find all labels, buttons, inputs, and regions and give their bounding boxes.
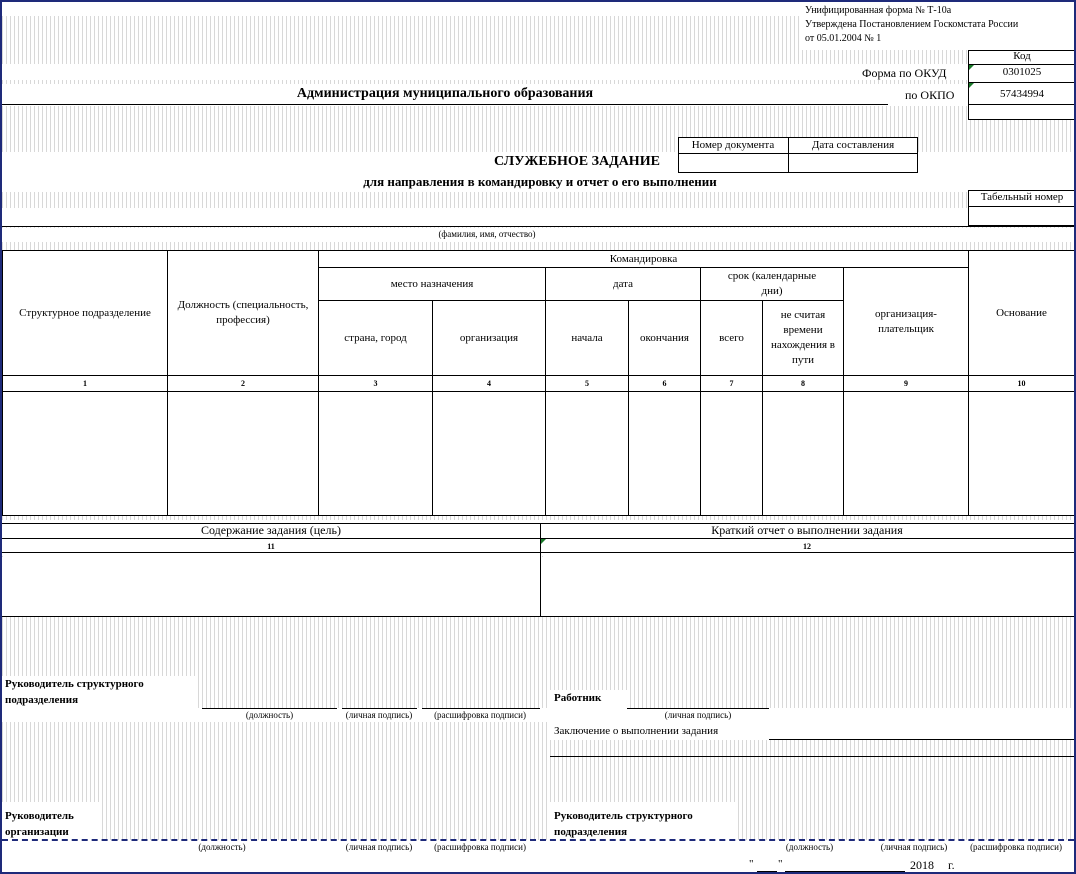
- th-vsego: всего: [701, 301, 763, 376]
- col-num: 5: [546, 376, 629, 392]
- cell-strana[interactable]: [319, 392, 433, 516]
- col-num: 3: [319, 376, 433, 392]
- cell-osnovanie[interactable]: [969, 392, 1075, 516]
- kod-label: Код: [1013, 50, 1031, 62]
- quote-close: ": [778, 858, 783, 870]
- cell-dolzhnost[interactable]: [168, 392, 319, 516]
- approval-line3: от 05.01.2004 № 1: [805, 33, 882, 44]
- cell-okonchaniya[interactable]: [629, 392, 701, 516]
- task-report-field[interactable]: [543, 554, 1073, 616]
- head-org-podpis: (личная подпись): [345, 842, 413, 852]
- conclusion-label: Заключение о выполнении задания: [554, 725, 719, 737]
- head-unit2-label: Руководитель структурного подразделения: [554, 810, 693, 838]
- th-nachala: начала: [546, 301, 629, 376]
- trip-table: [2, 250, 1075, 516]
- podpis-caption: (личная подпись): [345, 710, 413, 720]
- cell-nachala[interactable]: [546, 392, 629, 516]
- th-mesto: место назначения: [319, 268, 546, 301]
- head-org-dolzhnost: (должность): [198, 842, 246, 852]
- col-num: 8: [763, 376, 844, 392]
- doc-number-label: Номер документа: [691, 139, 775, 151]
- doc-date-label: Дата составления: [811, 139, 895, 151]
- okud-label: Форма по ОКУД: [862, 66, 947, 80]
- col-num: 7: [701, 376, 763, 392]
- quote-open: ": [749, 858, 754, 870]
- cell-org[interactable]: [433, 392, 546, 516]
- col-num: 9: [844, 376, 969, 392]
- col-num: 4: [433, 376, 546, 392]
- form-subtitle: для направления в командировку и отчет о его выполнении: [363, 174, 717, 189]
- th-strana: страна, город: [319, 301, 433, 376]
- th-dolzhnost: Должность (специальность, профессия): [168, 251, 319, 376]
- col-num: 1: [3, 376, 168, 392]
- task-content-field[interactable]: [4, 554, 539, 616]
- fio-caption: (фамилия, имя, отчество): [438, 229, 536, 239]
- cell-ne-schitaya[interactable]: [763, 392, 844, 516]
- dolzhnost-caption: (должность): [245, 710, 294, 720]
- task-content-label: Содержание задания (цель): [201, 523, 341, 537]
- col-num: 2: [168, 376, 319, 392]
- col-num: 10: [969, 376, 1075, 392]
- approval-line1: Унифицированная форма № Т-10а: [805, 5, 952, 16]
- th-komandirovka: Командировка: [319, 251, 969, 268]
- head-org-rasshifrovka: (расшифровка подписи): [434, 842, 526, 852]
- worker-podpis-caption: (личная подпись): [664, 710, 732, 720]
- page-break: [2, 839, 1074, 841]
- head-unit2-podpis: (личная подпись): [880, 842, 948, 852]
- th-osnovanie: Основание: [969, 251, 1075, 376]
- task-report-label: Краткий отчет о выполнении задания: [711, 523, 903, 537]
- th-org: организация: [433, 301, 546, 376]
- th-platelshik: организация-плательщик: [844, 268, 969, 376]
- fio-field[interactable]: [2, 208, 968, 226]
- col-num-11: 11: [267, 542, 275, 551]
- cell-vsego[interactable]: [701, 392, 763, 516]
- head-unit-label: Руководитель структурного подразделения: [5, 678, 144, 706]
- okud-value[interactable]: 0301025: [1002, 66, 1042, 78]
- cell-struct[interactable]: [3, 392, 168, 516]
- col-num-12: 12: [803, 542, 811, 551]
- head-org-label: Руководитель организации: [5, 810, 74, 838]
- th-struct: Структурное подразделение: [3, 251, 168, 376]
- tabel-label: Табельный номер: [980, 191, 1064, 203]
- approval-line2: Утверждена Постановлением Госкомстата России: [805, 19, 1019, 30]
- okpo-label: по ОКПО: [905, 88, 955, 102]
- head-unit2-rasshifrovka: (расшифровка подписи): [970, 842, 1062, 852]
- year-value[interactable]: 2018: [910, 858, 934, 872]
- organization-name[interactable]: Администрация муниципального образования: [296, 86, 594, 101]
- head-unit2-dolzhnost: (должность): [785, 842, 834, 852]
- okpo-value[interactable]: 57434994: [1000, 88, 1044, 100]
- th-data: дата: [546, 268, 701, 301]
- cell-platelshik[interactable]: [844, 392, 969, 516]
- form-title: СЛУЖЕБНОЕ ЗАДАНИЕ: [494, 154, 660, 169]
- th-ne-schitaya: не считая времени нахождения в пути: [763, 301, 844, 376]
- worker-label: Работник: [554, 692, 602, 704]
- th-okonchaniya: окончания: [629, 301, 701, 376]
- th-srok: срок (календарные дни): [701, 268, 844, 301]
- year-suffix: г.: [948, 858, 955, 872]
- rasshifrovka-caption: (расшифровка подписи): [434, 710, 526, 720]
- col-num: 6: [629, 376, 701, 392]
